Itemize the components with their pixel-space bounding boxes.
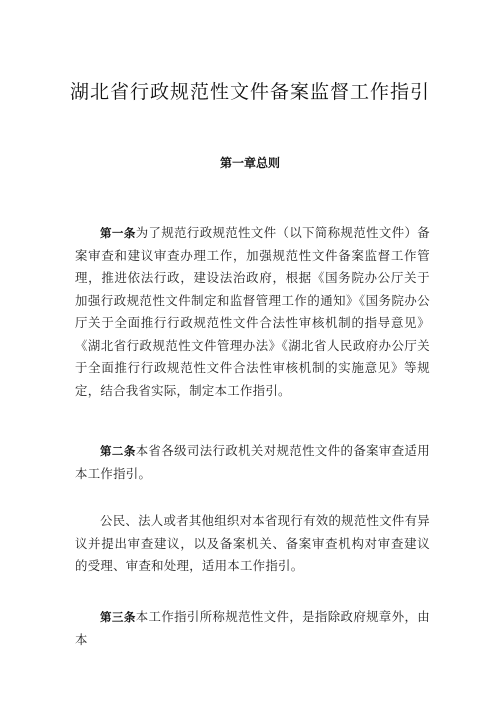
article-1-paragraph — [75, 222, 430, 402]
article-2-continuation-paragraph — [75, 510, 430, 578]
chapter-heading: 第一章总则 — [219, 156, 280, 170]
article-2-text: 本省各级司法行政机关对规范性文件的备案审查适用本工作指引。 — [75, 443, 430, 481]
article-2-continuation-text: 公民、法人或者其他组织对本省现行有效的规范性文件有异议并提出审查建议，以及备案机关、备案审查机构对审查建议的受理、审查和处理，适用本工作指引。 — [75, 513, 430, 573]
article-1-label: 第一条 — [100, 226, 136, 240]
article-1-text: 为了规范行政规范性文件（以下简称规范性文件）备案审查和建议审查办理工作，加强规范性文件备案监督工作管理，推进依法行政，建设法治政府，根据《国务院办公厅关于加强行政规范性文件制定和监督管理工作的通知》《国务院办公厅关于全面推行行政规范性文件合法性审核机制的指导意见》《湖北省行政规范性文件管理办法》《湖北省人民政府办公厅关于全面推行行政规范性文件合法性审核机制的实施意见》等规定，结合我省实际，制定本工作指引。 — [75, 225, 430, 398]
article-3-paragraph — [75, 606, 430, 651]
article-2-paragraph — [75, 440, 430, 485]
article-3-text: 本工作指引所称规范性文件，是指除政府规章外，由本 — [75, 609, 430, 647]
article-3-label: 第三条 — [100, 610, 136, 624]
document-title: 湖北省行政规范性文件备案监督工作指引 — [69, 81, 430, 103]
article-2-label: 第二条 — [100, 444, 136, 458]
